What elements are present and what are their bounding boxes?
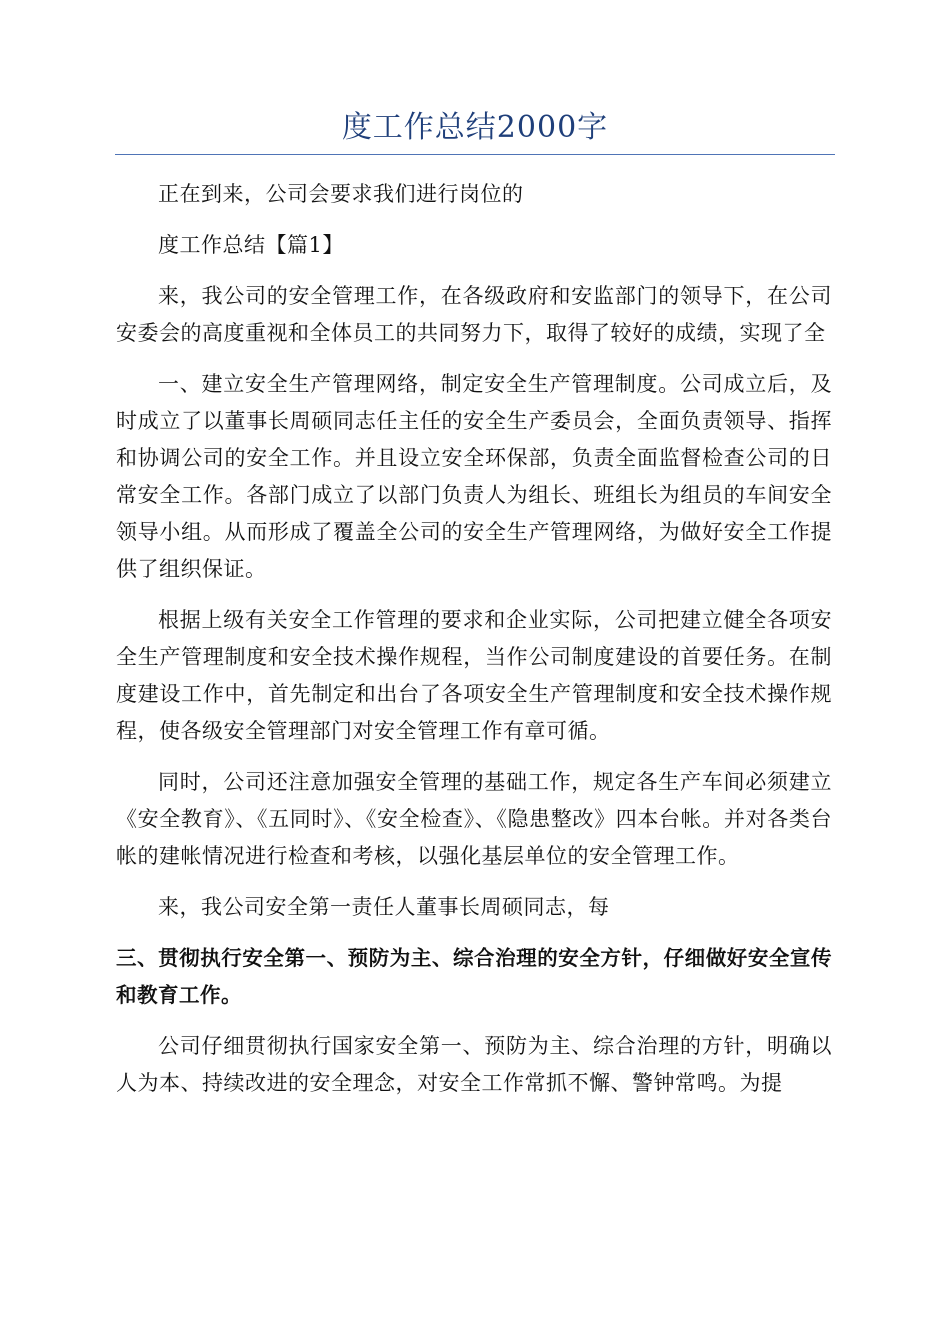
section-heading-three: 三、贯彻执行安全第一、预防为主、综合治理的安全方针，仔细做好安全宣传和教育工作。 [116,946,832,1007]
paragraph-overview: 来，我公司的安全管理工作，在各级政府和安监部门的领导下，在公司安委会的高度重视和全体员工的共同努力下，取得了较好的成绩，实现了全 [116,284,832,345]
paragraph-regulations: 根据上级有关安全工作管理的要求和企业实际，公司把建立健全各项安全生产管理制度和安全技术操作规程，当作公司制度建设的首要任务。在制度建设工作中，首先制定和出台了各项安全生产管理制度和安全技术操作规程，使各级安全管理部门对安全管理工作有章可循。 [116,608,832,743]
paragraph-section-label: 度工作总结【篇1】 [158,233,344,257]
paragraph-network: 一、建立安全生产管理网络，制定安全生产管理制度。公司成立后，及时成立了以董事长周硕同志任主任的安全生产委员会，全面负责领导、指挥和协调公司的安全工作。并且设立安全环保部，负责全面监督检查公司的日常安全工作。各部门成立了以部门负责人为组长、班组长为组员的车间安全领导小组。从而形成了覆盖全公司的安全生产管理网络，为做好安全工作提供了组织保证。 [116,372,832,581]
paragraph-policy: 公司仔细贯彻执行国家安全第一、预防为主、综合治理的方针，明确以人为本、持续改进的安全理念，对安全工作常抓不懈、警钟常鸣。为提 [116,1034,832,1095]
document-body [116,176,832,1116]
paragraph-ledgers: 同时，公司还注意加强安全管理的基础工作，规定各生产车间必须建立《安全教育》、《五同时》、《安全检查》、《隐患整改》四本台帐。并对各类台帐的建帐情况进行检查和考核，以强化基层单位的安全管理工作。 [116,770,832,868]
title-underline [115,154,835,155]
paragraph-responsible-person: 来，我公司安全第一责任人董事长周硕同志，每 [158,895,610,919]
document-title: 度工作总结2000字 [341,110,609,145]
paragraph-intro: 正在到来，公司会要求我们进行岗位的 [158,182,524,206]
